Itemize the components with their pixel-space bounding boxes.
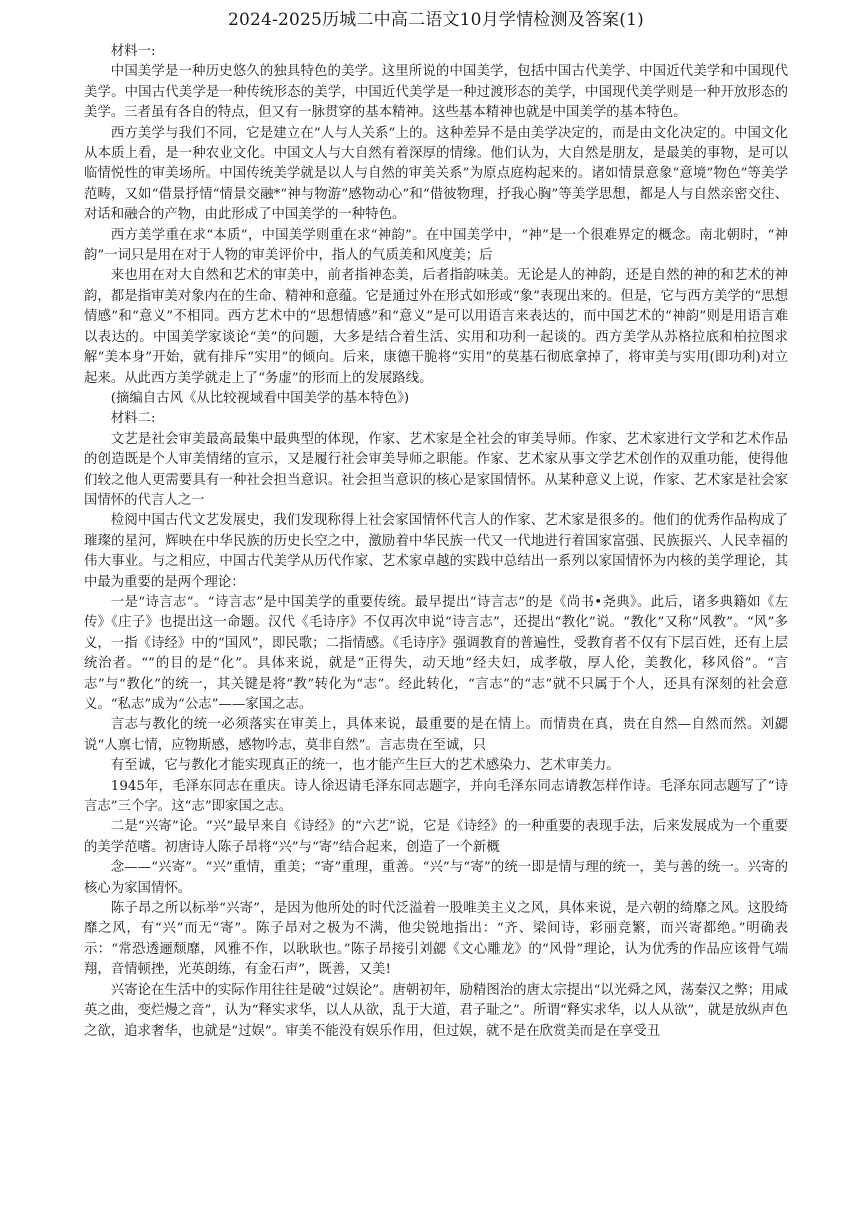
section-heading: 材料二:	[110, 411, 156, 427]
body-paragraph: 文艺是社会审美最高最集中最典型的体现，作家、艺术家是全社会的审美导师。作家、艺术家进行文学和艺术作品的创造既是个人审美情绪的宣示，又是履行社会审美导师之职能。作家、艺术家从事文学艺术创作的双重功能，使得他们较之他人更需要具有一种社会担当意识。社会担当意识的核心是家国情怀。从某种意义上说，作家、艺术家是社会家国情怀的代言人之一	[84, 431, 788, 508]
body-paragraph: 检阅中国古代文艺发展史，我们发现称得上社会家国情怀代言人的作家、艺术家是很多的。他们的优秀作品构成了璀璨的星河，辉映在中华民族的历史长空之中，激励着中华民族一代又一代地进行着国家富强、民族振兴、人民幸福的伟大事业。与之相应，中国古代美学从历代作家、艺术家卓越的实践中总结出一系列以家国情怀为内核的美学理论，其中最为重要的是两个理论：	[84, 513, 788, 590]
body-paragraph: 言志与教化的统一必须落实在审美上，具体来说，最重要的是在情上。而情贵在真，贵在自然—自然而然。刘勰说“人禀七情，应物斯感，感物吟志，莫非自然”。言志贵在至诚，只	[84, 717, 788, 753]
document-body	[84, 42, 788, 1042]
body-paragraph: 来也用在对大自然和艺术的审美中，前者指神态美，后者指韵味美。无论是人的神韵，还是自然的神的和艺术的神韵，都是指审美对象内在的生命、精神和意蕴。它是通过外在形式如形或“象”表现出来的。但是，它与西方美学的“思想情感”和“意义”不相同。西方艺术中的“思想情感”和“意义”是可以用语言来表达的，而中国艺术的“神韵”则是用语言难以表达的。中国美学家谈论“美”的问题，大多是结合着生活、实用和功利一起谈的。西方美学从苏格拉底和柏拉图求解“美本身”开始，就有排斥“实用”的倾向。后来，康德干脆将“实用”的莫基石彻底拿掉了，将审美与实用(即功利)对立起来。从此西方美学就走上了“务虚”的形而上的发展路线。	[84, 268, 788, 386]
body-paragraph: 西方美学重在求“本质”，中国美学则重在求“神韵”。在中国美学中，“神”是一个很难界定的概念。南北朝时，“神韵”一词只是用在对于人物的审美评价中，指人的气质美和风度美；后	[84, 227, 788, 264]
body-paragraph: 念——“兴寄”。“兴”重情，重美；“寄”重理，重善。“兴”与“寄”的统一即是情与理的统一，美与善的统一。兴寄的核心为家国情怀。	[84, 860, 788, 896]
body-paragraph: 陈子昂之所以标举“兴寄”，是因为他所处的时代泛溢着一股唯美主义之风，具体来说，是六朝的绮靡之风。这股绮靡之风，有“兴”而无“寄”。陈子昂对之极为不满，他尖锐地指出：“齐、梁间诗，彩丽竞繁，而兴寄都绝。”明确表示：“常恐透逦颓靡，风雅不作，以耿耿也。”陈子昂接引刘勰《文心雕龙》的“风骨”理论，认为优秀的作品应该骨气端翔，音情顿挫，光英朗练，有金石声”，既善，又美!	[84, 901, 788, 978]
body-paragraph: (摘编自古风《从比较视域看中国美学的基本特色》)	[110, 390, 410, 406]
body-paragraph: 二是“兴寄”论。“兴”最早来自《诗经》的“六艺”说，它是《诗经》的一种重要的表现手法，后来发展成为一个重要的美学范嗜。初唐诗人陈子昂将“兴”与“寄”结合起来，创造了一个新概	[84, 819, 788, 855]
document-title: 2024-2025历城二中高二语文10月学情检测及答案(1)	[228, 10, 644, 30]
body-paragraph: 一是“诗言志”。“诗言志”是中国美学的重要传统。最早提出“诗言志”的是《尚书•尧典》。此后，诸多典籍如《左传》《庄子》也提出这一命题。汉代《毛诗序》不仅再次申说“诗言志”，还提出“教化”说。“教化”又称“风教”。“风”多义，一指《诗经》中的“国风”，即民歌；二指情感。《毛诗序》强调教育的普遍性，受教育者不仅有下层百姓，还有上层统治者。“”的目的是“化”。具体来说，就是“正得失，动天地“经夫妇，成孝敬，厚人伦，美教化，移风俗”。“言志”与“教化”的统一，其关键是将“教”转化为“志”。经此转化，“言志”的“志”就不只属于个人，还具有深刻的社会意义。“私志”成为“公志”——家国之志。	[84, 594, 788, 712]
body-paragraph: 1945年，毛泽东同志在重庆。诗人徐迟请毛泽东同志题字，并向毛泽东同志请教怎样作诗。毛泽东同志题写了“诗言志”三个字。这“志”即家国之志。	[84, 778, 788, 815]
body-paragraph: 中国美学是一种历史悠久的独具特色的美学。这里所说的中国美学，包括中国古代美学、中国近代美学和中国现代美学。中国古代美学是一种传统形态的美学，中国近代美学是一种过渡形态的美学，中国现代美学则是一种开放形态的美学。三者虽有各自的特点，但又有一脉贯穿的基本精神。这些基本精神也就是中国美学的基本特色。	[84, 64, 788, 121]
section-heading: 材料一:	[110, 44, 156, 59]
body-paragraph: 西方美学与我们不同，它是建立在“人与人关系”上的。这种差异不是由美学决定的，而是由文化决定的。中国文化从本质上看，是一种农业文化。中国文人与大自然有着深厚的情缘。他们认为，大自然是朋友，是最美的事物，是可以临情悦性的审美场所。中国传统美学就是以人与自然的审美关系”为原点庭构起来的。诸如情景意象“意境”物色”等美学范畴，又如“借景抒情“情景交融*“神与物游”感物动心”和“借彼物理，抒我心胸”等美学思想，都是人与自然亲密交往、对话和融合的产物，由此形成了中国美学的一种特色。	[84, 125, 788, 223]
body-paragraph: 有至诚，它与教化才能实现真正的统一，也才能产生巨大的艺术感染力、艺术审美力。	[110, 758, 620, 774]
body-paragraph: 兴寄论在生活中的实际作用往往是破“过娱论”。唐朝初年，励精图治的唐太宗提出“以光舜之风，荡秦汉之弊；用咸英之曲，变烂熳之音”，认为“释实求华，以人从欲，乱于大道，君子耻之”。所谓“释实求华，以人从欲”，就是放纵声色之欲，追求奢华，也就是“过娱”。审美不能没有娱乐作用，但过娱，就不是在欣赏美而是在享受丑	[84, 982, 788, 1039]
